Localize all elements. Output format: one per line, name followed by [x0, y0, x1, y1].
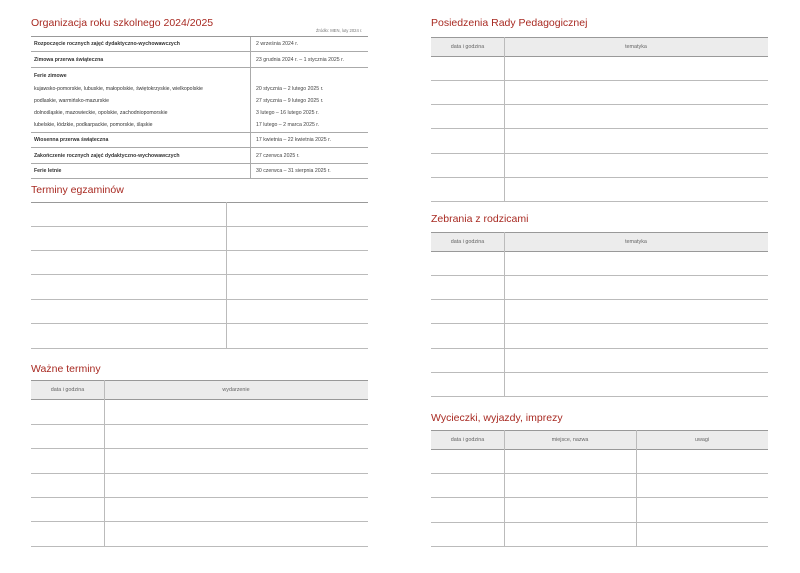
table-row	[31, 202, 368, 203]
column-divider	[504, 430, 505, 547]
org-row-value: 30 czerwca – 31 sierpnia 2025 r.	[256, 168, 331, 174]
table-row	[31, 546, 368, 547]
org-row-value: 2 września 2024 r.	[256, 41, 299, 47]
table-row	[31, 133, 368, 148]
column-header-date: data i godzina	[450, 44, 485, 50]
table-row	[431, 128, 768, 129]
parents-title: Zebrania z rodzicami	[431, 213, 529, 225]
column-divider	[226, 202, 227, 348]
org-row-value: 27 czerwca 2025 r.	[256, 153, 300, 159]
org-row-label: kujawsko-pomorskie, lubuskie, małopolskie, świętokrzyskie, wielkopolskie	[34, 86, 203, 92]
table-row	[431, 80, 768, 81]
column-header-place: miejsce, nazwa	[551, 437, 589, 443]
table-row	[431, 275, 768, 276]
org-row-value: 17 kwietnia – 22 kwietnia 2025 r.	[256, 137, 331, 143]
table-row-winter-break	[31, 68, 368, 133]
table-row	[431, 348, 768, 349]
table-row	[431, 372, 768, 373]
table-row	[431, 299, 768, 300]
column-divider	[636, 430, 637, 547]
important-table	[31, 380, 368, 547]
org-row-label: podlaskie, warmińsko-mazurskie	[34, 98, 109, 104]
table-row	[431, 323, 768, 324]
table-row	[431, 522, 768, 523]
council-title: Posiedzenia Rady Pedagogicznej	[431, 17, 588, 29]
org-title: Organizacja roku szkolnego 2024/2025	[31, 17, 214, 29]
exams-title: Terminy egzaminów	[31, 184, 124, 196]
column-header-notes: uwagi	[694, 437, 710, 443]
table-row	[31, 473, 368, 474]
right-page	[400, 0, 800, 573]
table-row	[31, 521, 368, 522]
column-header-date: data i godzina	[50, 387, 85, 393]
table-row	[31, 250, 368, 251]
parents-table	[431, 232, 768, 397]
table-row	[31, 274, 368, 275]
org-row-label: dolnośląskie, mazowieckie, opolskie, zachodniopomorskie	[34, 110, 168, 116]
table-row	[431, 153, 768, 154]
org-row-label: Ferie zimowe	[34, 73, 67, 79]
column-header-event: wydarzenie	[222, 387, 250, 393]
org-row-value: 17 lutego – 2 marca 2025 r.	[256, 122, 320, 128]
table-row	[31, 299, 368, 300]
table-row	[431, 201, 768, 202]
table-row	[31, 37, 368, 52]
org-row-label: Zimowa przerwa świąteczna	[34, 57, 104, 63]
table-row	[431, 497, 768, 498]
column-header-date: data i godzina	[450, 239, 485, 245]
table-row	[431, 177, 768, 178]
important-title: Ważne terminy	[31, 363, 101, 375]
table-row	[31, 148, 368, 164]
org-row-value: 27 stycznia – 9 lutego 2025 r.	[256, 98, 324, 104]
org-row-label: Rozpoczęcie rocznych zajęć dydaktyczno-wychowawczych	[34, 41, 180, 47]
table-row	[431, 396, 768, 397]
column-header-topic: tematyka	[625, 44, 647, 50]
table-row	[31, 424, 368, 425]
council-table	[431, 37, 768, 202]
table-row	[31, 52, 368, 68]
table-row	[31, 497, 368, 498]
org-row-label: Ferie letnie	[34, 168, 62, 174]
org-source: Źródło: MEN, luty 2024 r.	[316, 28, 363, 33]
org-row-value: 3 lutego – 16 lutego 2025 r.	[256, 110, 319, 116]
table-row	[31, 164, 368, 179]
exams-table	[31, 202, 368, 348]
table-row	[31, 323, 368, 324]
table-row	[431, 546, 768, 547]
org-row-value: 23 grudnia 2024 r. – 1 stycznia 2025 r.	[256, 57, 344, 63]
table-row	[31, 448, 368, 449]
table-row	[431, 473, 768, 474]
column-header-date: data i godzina	[450, 437, 485, 443]
org-row-label: lubelskie, łódzkie, podkarpackie, pomorskie, śląskie	[34, 122, 153, 128]
table-row	[31, 348, 368, 349]
org-row-value: 20 stycznia – 2 lutego 2025 r.	[256, 86, 324, 92]
table-row	[431, 104, 768, 105]
trips-table	[431, 430, 768, 547]
column-header-topic: tematyka	[625, 239, 647, 245]
org-row-label: Wiosenna przerwa świąteczna	[34, 137, 109, 143]
org-row-label: Zakończenie rocznych zajęć dydaktyczno-wychowawczych	[34, 153, 180, 159]
table-row	[31, 226, 368, 227]
org-table	[31, 36, 368, 179]
trips-title: Wycieczki, wyjazdy, imprezy	[431, 412, 563, 424]
